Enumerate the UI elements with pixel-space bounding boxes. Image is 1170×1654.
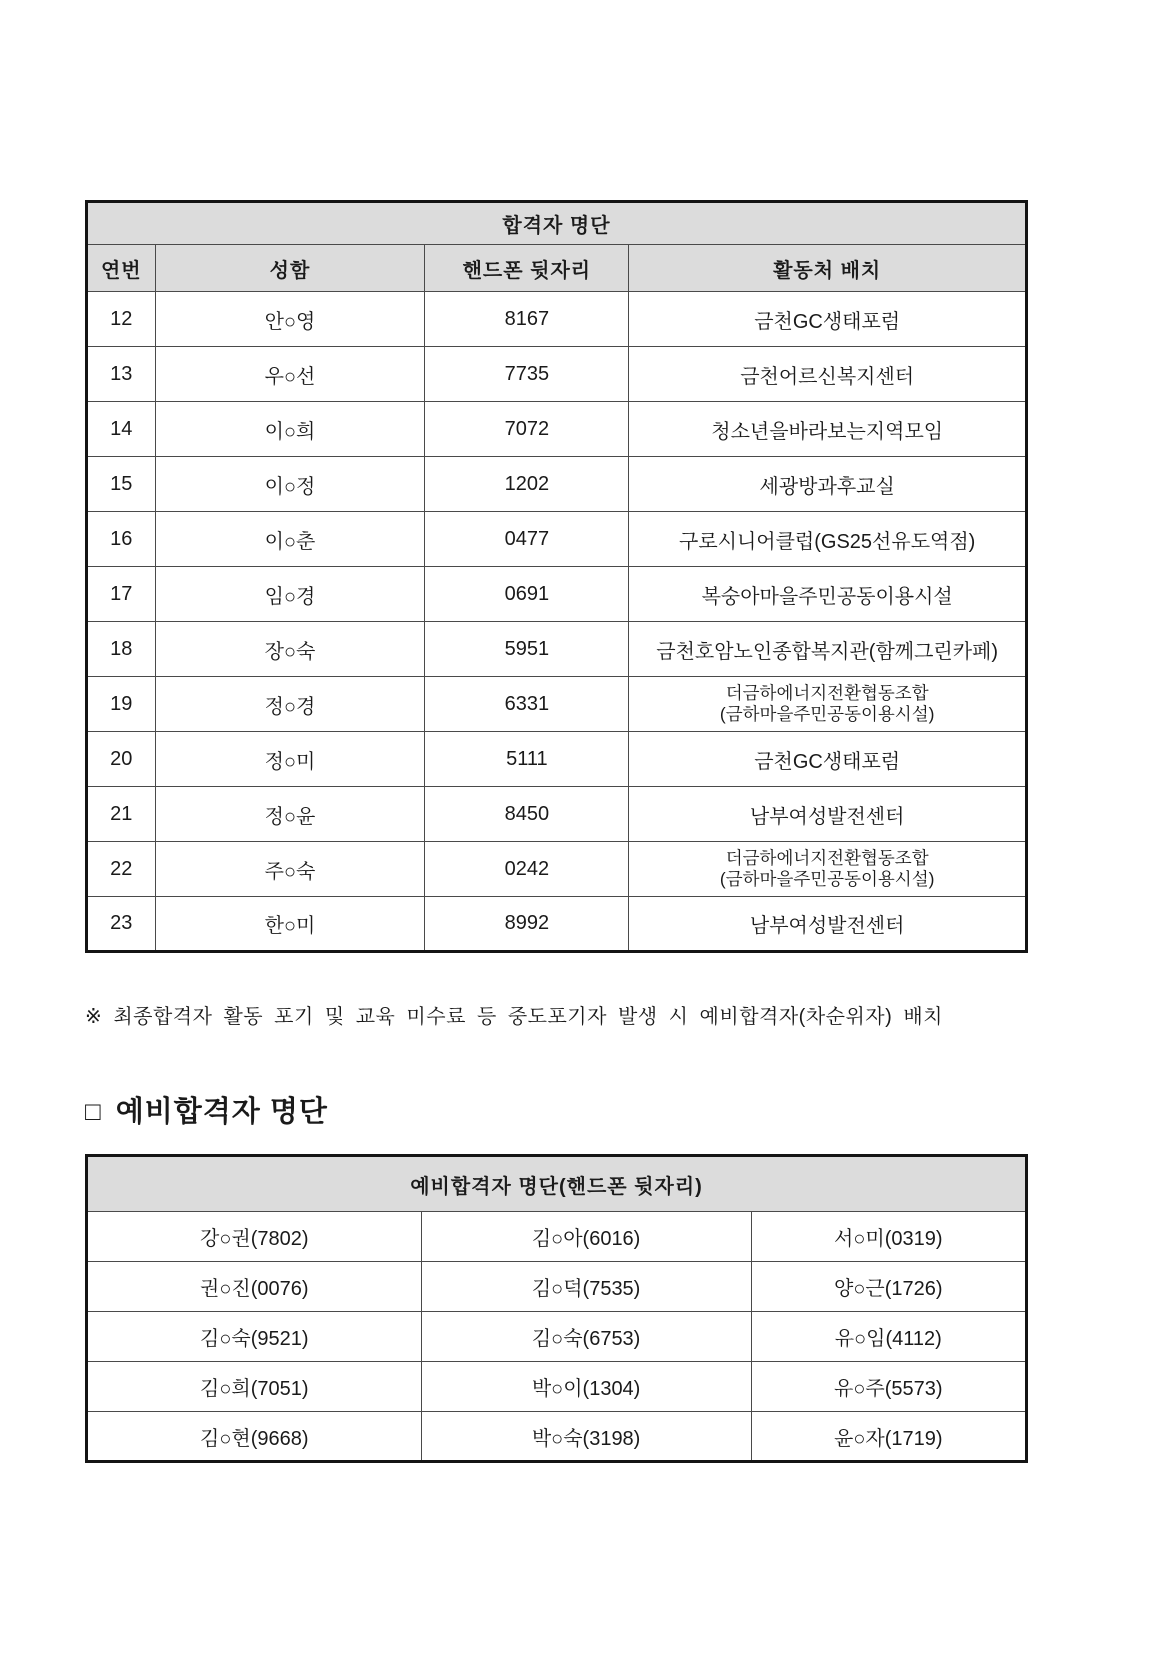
cell-placement: 구로시니어클럽(GS25선유도역점): [629, 512, 1027, 567]
table-row: [87, 622, 1027, 677]
cell-name: 정○윤: [155, 787, 425, 842]
cell-reserve-name: 윤○자(1719): [751, 1412, 1026, 1462]
cell-placement: 금천GC생태포럼: [629, 732, 1027, 787]
cell-phone: 8167: [425, 292, 629, 347]
document-content: [85, 200, 1028, 1463]
table-row: [87, 897, 1027, 952]
cell-name: 안○영: [155, 292, 425, 347]
reserve-section-title: 예비합격자 명단: [115, 1096, 328, 1128]
cell-name: 이○정: [155, 457, 425, 512]
cell-no: 22: [87, 842, 156, 897]
cell-no: 20: [87, 732, 156, 787]
table-row: [87, 292, 1027, 347]
cell-phone: 7072: [425, 402, 629, 457]
cell-placement: 세광방과후교실: [629, 457, 1027, 512]
cell-no: 14: [87, 402, 156, 457]
table-row: [87, 347, 1027, 402]
cell-name: 이○춘: [155, 512, 425, 567]
cell-placement: 금천호암노인종합복지관(함께그린카페): [629, 622, 1027, 677]
reserve-table-body: [87, 1212, 1027, 1462]
cell-name: 임○경: [155, 567, 425, 622]
cell-placement: 더금하에너지전환협동조합 (금하마을주민공동이용시설): [629, 677, 1027, 732]
table-row: [87, 402, 1027, 457]
cell-phone: 5111: [425, 732, 629, 787]
cell-name: 한○미: [155, 897, 425, 952]
table-row: [87, 1212, 1027, 1262]
cell-placement: 남부여성발전센터: [629, 897, 1027, 952]
table-row: [87, 1412, 1027, 1462]
cell-no: 21: [87, 787, 156, 842]
cell-name: 이○희: [155, 402, 425, 457]
cell-name: 장○숙: [155, 622, 425, 677]
cell-phone: 1202: [425, 457, 629, 512]
cell-name: 주○숙: [155, 842, 425, 897]
cell-reserve-name: 양○근(1726): [751, 1262, 1026, 1312]
cell-reserve-name: 유○주(5573): [751, 1362, 1026, 1412]
cell-no: 19: [87, 677, 156, 732]
column-header-name: 성함: [155, 245, 425, 292]
cell-reserve-name: 강○권(7802): [87, 1212, 422, 1262]
cell-phone: 6331: [425, 677, 629, 732]
table-row: [87, 1362, 1027, 1412]
table-row: [87, 732, 1027, 787]
column-header-place: 활동처 배치: [629, 245, 1027, 292]
table-header-row: [87, 245, 1027, 292]
cell-placement: 더금하에너지전환협동조합 (금하마을주민공동이용시설): [629, 842, 1027, 897]
table-title-row: [87, 202, 1027, 245]
cell-placement: 금천어르신복지센터: [629, 347, 1027, 402]
table-row: [87, 842, 1027, 897]
pass-table-body: [87, 292, 1027, 952]
cell-name: 우○선: [155, 347, 425, 402]
cell-phone: 0477: [425, 512, 629, 567]
cell-phone: 8450: [425, 787, 629, 842]
column-header-no: 연번: [87, 245, 156, 292]
cell-reserve-name: 김○현(9668): [87, 1412, 422, 1462]
cell-no: 15: [87, 457, 156, 512]
cell-reserve-name: 박○이(1304): [421, 1362, 751, 1412]
cell-no: 13: [87, 347, 156, 402]
reserve-section-heading: [85, 1089, 1028, 1130]
table-row: [87, 512, 1027, 567]
cell-phone: 7735: [425, 347, 629, 402]
cell-reserve-name: 김○숙(9521): [87, 1312, 422, 1362]
table-row: [87, 1312, 1027, 1362]
cell-placement: 청소년을바라보는지역모임: [629, 402, 1027, 457]
cell-reserve-name: 유○임(4112): [751, 1312, 1026, 1362]
footnote: ※ 최종합격자 활동 포기 및 교육 미수료 등 중도포기자 발생 시 예비합격자(차순위자) 배치: [85, 1006, 943, 1028]
cell-reserve-name: 김○숙(6753): [421, 1312, 751, 1362]
cell-phone: 5951: [425, 622, 629, 677]
cell-phone: 0691: [425, 567, 629, 622]
table-row: [87, 457, 1027, 512]
cell-reserve-name: 권○진(0076): [87, 1262, 422, 1312]
reserve-list-table: [85, 1154, 1028, 1463]
cell-no: 18: [87, 622, 156, 677]
cell-phone: 0242: [425, 842, 629, 897]
reserve-table-title: 예비합격자 명단(핸드폰 뒷자리): [87, 1156, 1027, 1212]
cell-reserve-name: 김○아(6016): [421, 1212, 751, 1262]
cell-no: 17: [87, 567, 156, 622]
cell-no: 12: [87, 292, 156, 347]
reserve-table-wrap: [85, 1154, 1028, 1463]
cell-name: 정○경: [155, 677, 425, 732]
cell-reserve-name: 서○미(0319): [751, 1212, 1026, 1262]
square-bullet-icon: □: [85, 1095, 102, 1126]
table-title-row: [87, 1156, 1027, 1212]
cell-phone: 8992: [425, 897, 629, 952]
cell-placement: 복숭아마을주민공동이용시설: [629, 567, 1027, 622]
cell-reserve-name: 김○덕(7535): [421, 1262, 751, 1312]
table-row: [87, 567, 1027, 622]
column-header-phone: 핸드폰 뒷자리: [425, 245, 629, 292]
cell-reserve-name: 박○숙(3198): [421, 1412, 751, 1462]
cell-no: 23: [87, 897, 156, 952]
table-row: [87, 677, 1027, 732]
cell-reserve-name: 김○희(7051): [87, 1362, 422, 1412]
table-row: [87, 1262, 1027, 1312]
cell-placement: 금천GC생태포럼: [629, 292, 1027, 347]
cell-name: 정○미: [155, 732, 425, 787]
table-row: [87, 787, 1027, 842]
cell-placement: 남부여성발전센터: [629, 787, 1027, 842]
cell-no: 16: [87, 512, 156, 567]
pass-table-title: 합격자 명단: [87, 202, 1027, 245]
pass-list-table: [85, 200, 1028, 953]
